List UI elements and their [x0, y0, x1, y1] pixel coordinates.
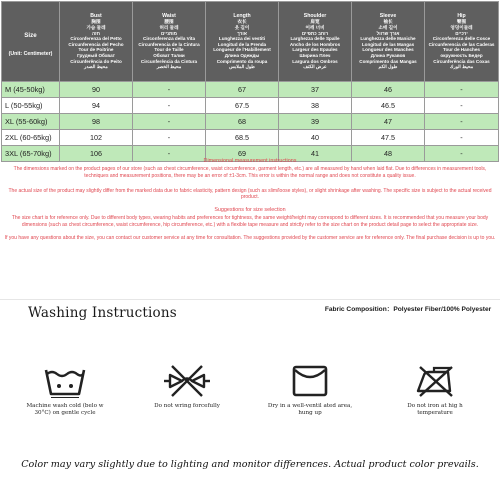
care-caption-machine-wash: Machine wash cold (belo w 30°C) on gentle cycle: [26, 403, 104, 417]
measurement-cell-waist: -: [133, 114, 206, 130]
measurement-cell-shoulder: 41: [279, 146, 352, 162]
measurement-cell-shoulder: 37: [279, 82, 352, 98]
column-header-length: [206, 2, 279, 82]
column-header-label: Shoulder: [303, 13, 327, 20]
column-header-label: רוחב כתפיים: [301, 30, 329, 36]
column-header-label: 衣长: [237, 19, 247, 25]
column-header-label: محيط الخصر: [156, 64, 182, 70]
measurement-cell-hip: -: [425, 114, 499, 130]
column-header-label: אורך שרוול: [376, 30, 400, 36]
size-header-title: Size: [24, 31, 37, 39]
column-header-label: 袖长: [383, 19, 393, 25]
fabric-composition-value: Polyester Fiber/100% Polyester: [393, 306, 492, 313]
column-header-label: 肩宽: [310, 19, 320, 25]
measurement-cell-length: 68: [206, 114, 279, 130]
column-header-label: Length: [233, 13, 251, 20]
column-header-label: 옷 길이: [234, 25, 250, 31]
column-header-label: Ancho de los Hombros: [289, 41, 341, 47]
column-header-label: Circunferencia del Pecho: [68, 41, 124, 47]
care-item-machine-wash: [20, 364, 110, 417]
column-header-label: Circunferencia de las Caderas: [428, 41, 495, 47]
column-header-label: Длина Одежды: [224, 52, 260, 58]
care-caption-line-dry: Dry in a well-ventil ated area, hung up: [267, 403, 353, 417]
measurement-notes-title: Dimensional measurement instructions: [203, 158, 297, 164]
measurement-cell-bust: 102: [60, 130, 133, 146]
care-item-do-not-iron: [390, 364, 480, 417]
table-row: [2, 82, 499, 98]
column-header-label: 어깨 너비: [305, 25, 325, 31]
care-caption-do-not-wring: Do not wring forcefully: [154, 403, 220, 409]
column-header-label: Circunferência das Coxas: [433, 58, 490, 64]
measurement-cell-sleeve: 47.5: [352, 130, 425, 146]
care-item-line-dry: [265, 364, 355, 417]
size-header-unit: (Unit: Centimeter): [8, 50, 53, 57]
column-header-label: Circonferenza della Vita: [143, 36, 195, 42]
column-header-label: Waist: [162, 13, 176, 20]
column-header-label: Larghezza delle Spalle: [290, 36, 340, 42]
table-header-row: [2, 2, 499, 82]
column-header-label: 허리 둘레: [159, 25, 179, 31]
measurement-cell-length: 67: [206, 82, 279, 98]
measurement-cell-waist: -: [133, 146, 206, 162]
column-header-label: Sleeve: [379, 13, 397, 20]
care-item-do-not-wring: [142, 364, 232, 410]
table-row: [2, 114, 499, 130]
measurement-cell-hip: -: [425, 82, 499, 98]
column-header-label: Longueur de l'Habillement: [213, 47, 271, 53]
column-header-bust: [60, 2, 133, 82]
column-header-label: Longueur des Manches: [362, 47, 414, 53]
column-header-label: Грудный Обхват: [77, 52, 115, 58]
column-header-label: Comprimento da roupa: [216, 58, 268, 64]
washing-instructions-title: Washing Instructions: [28, 305, 177, 321]
measurement-cell-waist: -: [133, 82, 206, 98]
measurement-cell-length: 67.5: [206, 98, 279, 114]
measurement-cell-waist: -: [133, 98, 206, 114]
measurement-cell-bust: 98: [60, 114, 133, 130]
column-header-label: Lunghezza delle Maniche: [360, 36, 416, 42]
column-header-label: Tour de Hanches: [443, 47, 480, 53]
column-header-label: 腰围: [164, 19, 174, 25]
column-header-label: Circunferência do Peito: [70, 58, 122, 64]
table-row: [2, 98, 499, 114]
measurement-cell-waist: -: [133, 130, 206, 146]
size-chart-table: [1, 1, 499, 162]
size-notes: [4, 157, 496, 242]
measurement-notes-body: The dimensions marked on the product pages of our store (such as chest circumference, waist circumference, garment length, etc.) are all measured by hand when laid flat. Due to differences in measurement tools, techniques and measurement positions, there may be an error of ±1-3cm. This error is within the normal range and does not constitute a quality issue.: [13, 166, 487, 179]
column-header-label: Tour de Poitrine: [78, 47, 114, 53]
column-header-label: Lunghezza dei vestiti: [218, 36, 266, 42]
column-header-label: عرض الكتف: [303, 64, 327, 70]
color-disclaimer: Color may vary slightly due to lighting and monitor differences. Actual product color prevails.: [21, 459, 479, 470]
section-divider: [0, 299, 500, 300]
column-header-label: окружность Бедер: [440, 52, 483, 58]
column-header-label: אורך: [237, 30, 247, 36]
column-header-label: Circonferenza del Petto: [70, 36, 122, 42]
do-not-iron-high-temp-icon: [410, 364, 460, 398]
contact-service-note: If you have any questions about the size, you can contact our customer service at any time for consultation. The suggestions provided by the customer service are for reference only. The final purchase decision is up to you.: [4, 234, 496, 241]
line-dry-icon: [290, 364, 330, 398]
measurement-cell-sleeve: 46.5: [352, 98, 425, 114]
size-label-cell: 3XL (65-70kg): [2, 146, 60, 162]
measurement-cell-length: 68.5: [206, 130, 279, 146]
size-selection-title: Suggestions for size selection: [214, 207, 286, 214]
measurement-cell-hip: -: [425, 146, 499, 162]
care-caption-do-not-iron: Do not iron at hig h temperature: [407, 403, 463, 417]
care-instructions: [20, 364, 480, 436]
table-row: [2, 130, 499, 146]
size-label-cell: M (45-50kg): [2, 82, 60, 98]
column-header-label: Circunferência da Cintura: [140, 58, 198, 64]
column-header-label: محيط الصدر: [84, 64, 108, 70]
column-header-shoulder: [279, 2, 352, 82]
size-label-cell: XL (55-60kg): [2, 114, 60, 130]
fabric-composition: [322, 305, 494, 314]
column-header-label: Ширина Плеч: [299, 52, 331, 58]
measurement-cell-shoulder: 40: [279, 130, 352, 146]
measurement-cell-length: 69: [206, 146, 279, 162]
do-not-wring-icon: [160, 364, 214, 398]
measurement-cell-shoulder: 38: [279, 98, 352, 114]
column-header-label: ירכיים: [455, 30, 468, 36]
measurement-cell-hip: -: [425, 130, 499, 146]
actual-size-note: The actual size of the product may slightly differ from the marked data due to fabric elasticity, pattern design (such as slim/loose styles), or slight shrinkage after washing. The specific size is subject to the actual received product.: [8, 187, 492, 201]
column-header-label: Длина Рукавов: [370, 52, 406, 58]
column-header-label: Circunferencia de la Cintura: [138, 41, 200, 47]
column-header-label: 가슴 둘레: [86, 25, 106, 31]
measurement-cell-sleeve: 48: [352, 146, 425, 162]
column-header-label: Longitud de las Mangas: [361, 41, 415, 47]
column-header-label: Tour de Taille: [154, 47, 184, 53]
column-header-label: Largeur des Epaules: [292, 47, 338, 53]
table-body: [2, 82, 499, 162]
column-header-label: Circonferenza delle Cosce: [432, 36, 491, 42]
column-header-label: חזה: [92, 30, 100, 36]
measurement-cell-bust: 90: [60, 82, 133, 98]
column-header-sleeve: [352, 2, 425, 82]
column-header-label: Largura dos Ombros: [292, 58, 338, 64]
measurement-cell-sleeve: 46: [352, 82, 425, 98]
column-header-hip: [425, 2, 499, 82]
size-label-cell: L (50-55kg): [2, 98, 60, 114]
column-header-label: Обхват Талии: [153, 52, 185, 58]
column-header-label: طول الملابس: [229, 64, 255, 70]
fabric-composition-label: Fabric Composition：: [324, 306, 394, 313]
column-header-label: 臀围: [456, 19, 467, 25]
column-header-label: طول الكم: [378, 64, 398, 70]
column-header-label: محيط الورك: [449, 64, 474, 70]
measurement-cell-bust: 106: [60, 146, 133, 162]
column-header-label: Longitud de la Prenda: [217, 41, 267, 47]
measurement-cell-sleeve: 47: [352, 114, 425, 130]
column-header-label: מותניים: [161, 30, 177, 36]
machine-wash-30-icon: [43, 364, 87, 398]
size-label-cell: 2XL (60-65kg): [2, 130, 60, 146]
column-header-label: 胸围: [91, 19, 101, 25]
size-selection-body: The size chart is for reference only. Due to different body types, wearing habits and preferences for tightness, the same weight/height may correspond to different sizes. It is recommended that you measure your body dimensions (such as chest circumference, waist circumference, hip circumference, etc.) with a flexible tape measure and strictly refer to the size chart on the product detail page to select the appropriate size.: [11, 215, 489, 228]
measurement-cell-shoulder: 39: [279, 114, 352, 130]
column-header-label: 엉덩이둘레: [450, 25, 473, 31]
column-header-label: Hip: [457, 13, 466, 20]
column-header-label: 소매 길이: [378, 25, 398, 31]
measurement-cell-bust: 94: [60, 98, 133, 114]
column-header-label: Comprimento das Mangas: [359, 58, 417, 64]
measurement-cell-hip: -: [425, 98, 499, 114]
size-column-header: [2, 2, 60, 82]
column-header-waist: [133, 2, 206, 82]
column-header-label: Bust: [90, 13, 102, 20]
